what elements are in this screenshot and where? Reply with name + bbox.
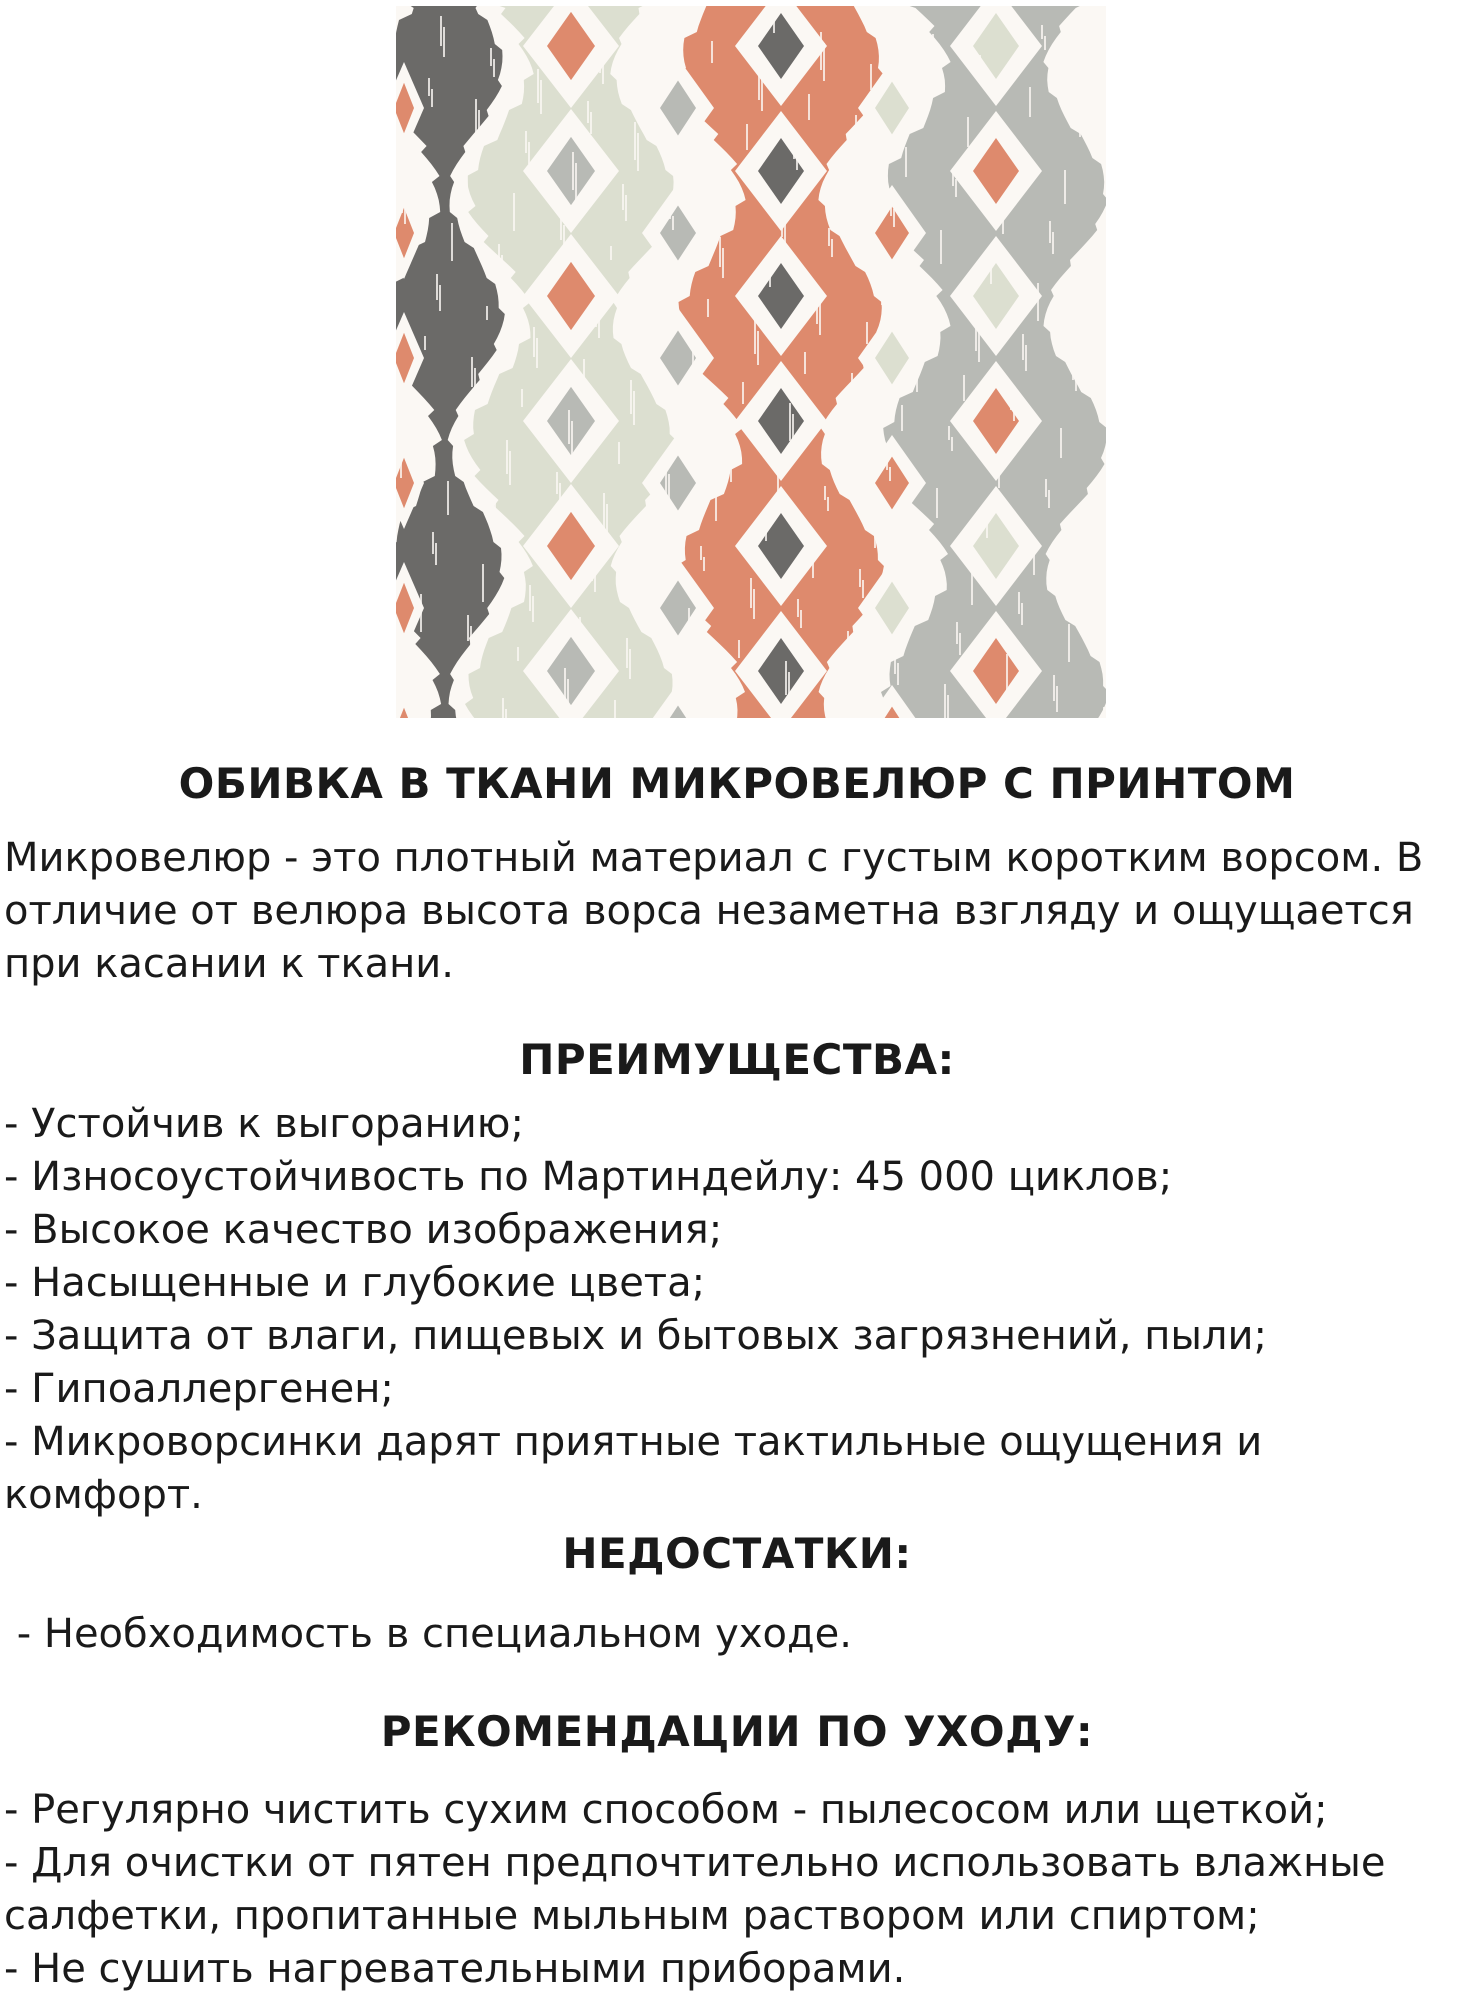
pattern-streak (746, 124, 748, 150)
pattern-streak (409, 387, 411, 417)
pattern-streak (956, 622, 958, 644)
pattern-streak (1079, 119, 1081, 137)
pattern-streak (656, 536, 658, 562)
pattern-streak (940, 230, 942, 264)
pattern-streak (665, 463, 667, 501)
pattern-streak (765, 527, 767, 541)
pattern-streak (726, 702, 728, 718)
pattern-streak (738, 640, 740, 658)
pattern-streak (773, 11, 775, 33)
pattern-streak (428, 78, 430, 96)
pattern-streak (785, 661, 787, 695)
pattern-streak (695, 361, 697, 395)
pattern-streak (959, 633, 961, 655)
pattern-streak (1022, 334, 1024, 360)
pattern-streak (975, 313, 977, 351)
pattern-streak (894, 652, 896, 674)
pattern-streak (634, 122, 636, 160)
pattern-streak (517, 647, 519, 661)
pattern-streak (1010, 396, 1012, 410)
pattern-streak (859, 569, 861, 587)
pattern-streak (463, 161, 465, 183)
pattern-streak (1053, 675, 1055, 701)
list-item: - Износоустойчивость по Мартиндейлу: 45 000 циклов; (4, 1154, 1173, 1200)
pattern-streak (727, 433, 729, 471)
pattern-streak (917, 85, 919, 99)
pattern-streak (1018, 592, 1020, 614)
pattern-streak (525, 131, 527, 153)
intro-paragraph: Микровелюр - это плотный материал с густым коротким ворсом. В отличие от велюра высота ворса незаметна взгляду и ощущается при касании к ткани. (4, 835, 1424, 987)
pattern-streak (1064, 170, 1066, 204)
pattern-streak (824, 486, 826, 500)
pattern-streak (715, 495, 717, 521)
pattern-streak (506, 440, 508, 474)
pattern-streak (944, 684, 946, 718)
pattern-streak (1049, 221, 1051, 243)
pattern-streak (405, 645, 407, 671)
care-heading: РЕКОМЕНДАЦИИ ПО УХОДУ: (380, 1707, 1094, 1756)
pattern-streak (909, 601, 911, 635)
pattern-streak (758, 62, 760, 100)
pattern-streak (874, 518, 876, 548)
pattern-streak (839, 435, 841, 461)
pattern-streak (1025, 345, 1027, 371)
pattern-streak (963, 375, 965, 401)
pattern-streak (610, 246, 612, 260)
disadvantages-list (4, 1608, 1472, 1661)
pattern-streak (1060, 428, 1062, 458)
pattern-streak (696, 92, 698, 130)
pattern-streak (1080, 562, 1082, 584)
pattern-streak (788, 672, 790, 706)
pattern-streak (925, 281, 927, 303)
pattern-streak (668, 474, 670, 512)
pattern-streak (750, 578, 752, 608)
pattern-streak (987, 251, 989, 273)
pattern-streak (901, 405, 903, 431)
pattern-streak (595, 297, 597, 327)
pattern-streak (471, 357, 473, 387)
pattern-streak (1048, 490, 1050, 508)
pattern-streak (494, 502, 496, 524)
pattern-streak (792, 414, 794, 452)
pattern-streak (1075, 377, 1077, 391)
pattern-streak (540, 80, 542, 114)
pattern-streak (459, 419, 461, 437)
pattern-streak (408, 656, 410, 682)
pattern-streak (1083, 573, 1085, 595)
pattern-streak (692, 350, 694, 384)
pattern-streak (936, 488, 938, 518)
pattern-streak (680, 412, 682, 434)
pattern-streak (835, 693, 837, 715)
pattern-streak (552, 18, 554, 36)
pattern-streak (1033, 541, 1035, 575)
pattern-streak (533, 327, 535, 357)
fabric-pattern-swatch (396, 6, 1106, 718)
pattern-streak (435, 543, 437, 565)
pattern-streak (711, 41, 713, 63)
pattern-streak (722, 248, 724, 278)
disadvantages-heading: НЕДОСТАТКИ: (562, 1529, 912, 1578)
pattern-streak (890, 198, 892, 216)
list-item: - Регулярно чистить сухим способом - пылесосом или щеткой; (4, 1787, 1328, 1833)
pattern-streak (672, 216, 674, 230)
pattern-streak (486, 306, 488, 320)
pattern-streak (443, 27, 445, 57)
pattern-streak (432, 532, 434, 554)
pattern-streak (424, 336, 426, 350)
pattern-streak (753, 589, 755, 619)
pattern-streak (630, 380, 632, 414)
pattern-streak (769, 269, 771, 287)
pattern-streak (629, 649, 631, 679)
pattern-streak (978, 324, 980, 362)
pattern-streak (691, 619, 693, 649)
pattern-streak (568, 410, 570, 444)
pattern-streak (641, 587, 643, 601)
pattern-streak (994, 716, 996, 718)
pattern-streak (560, 214, 562, 240)
pattern-streak (412, 398, 414, 428)
pattern-streak (886, 456, 888, 470)
pattern-streak (955, 179, 957, 197)
pattern-streak (1088, 46, 1090, 76)
pattern-streak (664, 20, 666, 54)
advantages-list (4, 1098, 1472, 1522)
pattern-streak (777, 465, 779, 491)
pattern-streak (820, 32, 822, 70)
pattern-streak (626, 638, 628, 668)
pattern-streak (579, 617, 581, 631)
pattern-streak (498, 244, 500, 270)
list-item: - Гипоаллергенен; (4, 1366, 394, 1412)
pattern-streak (529, 585, 531, 611)
pattern-streak (625, 195, 627, 221)
pattern-streak (497, 513, 499, 535)
pattern-streak (967, 117, 969, 147)
pattern-streak (614, 700, 616, 718)
pattern-streak (921, 539, 923, 557)
pattern-streak (1021, 603, 1023, 625)
pattern-streak (564, 668, 566, 698)
pattern-streak (847, 631, 849, 665)
pattern-streak (536, 338, 538, 368)
pattern-streak (687, 165, 689, 191)
pattern-streak (928, 292, 930, 314)
pattern-streak (932, 34, 934, 60)
pattern-streak (537, 69, 539, 103)
pattern-streak (827, 497, 829, 511)
pattern-streak (1045, 479, 1047, 497)
pattern-streak (572, 152, 574, 190)
pattern-streak (420, 594, 422, 632)
pattern-streak (669, 205, 671, 219)
pattern-streak (645, 329, 647, 347)
pattern-streak (401, 191, 403, 213)
pattern-streak (781, 207, 783, 237)
pattern-streak (637, 133, 639, 171)
pattern-streak (850, 642, 852, 676)
pattern-streak (559, 483, 561, 505)
pattern-streak (816, 290, 818, 324)
pattern-streak (913, 343, 915, 381)
pattern-streak (502, 698, 504, 718)
pattern-streak (1052, 232, 1054, 254)
pattern-streak (1084, 304, 1086, 330)
pattern-streak (583, 359, 585, 377)
pattern-streak (1072, 366, 1074, 380)
pattern-streak (618, 442, 620, 464)
pattern-streak (700, 546, 702, 560)
pattern-streak (983, 509, 985, 527)
pattern-streak (1103, 707, 1105, 718)
pattern-streak (885, 13, 887, 51)
pattern-streak (509, 451, 511, 485)
pattern-streak (742, 382, 744, 404)
pattern-streak (1091, 57, 1093, 87)
pattern-streak (979, 55, 981, 69)
pattern-streak (948, 426, 950, 440)
pattern-streak (905, 147, 907, 177)
pattern-streak (723, 691, 725, 718)
pattern-streak (808, 94, 810, 120)
pattern-streak (462, 430, 464, 448)
pattern-streak (400, 460, 402, 478)
pattern-streak (793, 145, 795, 159)
pattern-streak (870, 64, 872, 90)
pattern-streak (598, 308, 600, 338)
list-item: - Высокое качество изображения; (4, 1207, 723, 1253)
page-title: ОБИВКА В ТКАНИ МИКРОВЕЛЮР С ПРИНТОМ (178, 759, 1296, 808)
pattern-streak (544, 534, 546, 572)
pattern-streak (924, 550, 926, 568)
pattern-streak (397, 449, 399, 467)
pattern-streak (603, 493, 605, 531)
pattern-streak (893, 209, 895, 227)
pattern-streak (676, 670, 678, 688)
pattern-streak (982, 66, 984, 80)
list-item: - Защита от влаги, пищевых и бытовых загрязнений, пыли; (4, 1313, 1267, 1359)
pattern-streak (828, 228, 830, 246)
pattern-streak (431, 89, 433, 107)
pattern-streak (897, 663, 899, 685)
pattern-streak (882, 714, 884, 718)
pattern-streak (657, 267, 659, 297)
pattern-streak (1002, 200, 1004, 234)
pattern-streak (800, 610, 802, 628)
pattern-streak (831, 239, 833, 257)
pattern-streak (478, 110, 480, 144)
pattern-streak (440, 16, 442, 46)
pattern-streak (731, 175, 733, 189)
pattern-streak (754, 320, 756, 354)
pattern-streak (1076, 108, 1078, 126)
pattern-streak (1017, 149, 1019, 167)
pattern-streak (490, 48, 492, 66)
pattern-streak (688, 608, 690, 638)
pattern-streak (1095, 511, 1097, 545)
pattern-streak (719, 237, 721, 267)
pattern-streak (952, 168, 954, 186)
pattern-streak (602, 50, 604, 84)
list-item: - Для очистки от пятен предпочтительно использовать влажные салфетки, пропитанные мыльным раствором или спиртом; (4, 1840, 1399, 1939)
pattern-streak (493, 59, 495, 77)
pattern-streak (653, 525, 655, 551)
pattern-streak (660, 278, 662, 308)
pattern-streak (699, 103, 701, 141)
pattern-streak (920, 96, 922, 110)
pattern-streak (784, 218, 786, 248)
pattern-streak (947, 695, 949, 718)
pattern-streak (823, 43, 825, 81)
pattern-streak (470, 626, 472, 652)
list-item: - Не сушить нагревательными приборами. (4, 1946, 906, 1992)
pattern-streak (971, 571, 973, 605)
list-item: - Устойчив к выгоранию; (4, 1101, 524, 1147)
pattern-streak (797, 599, 799, 617)
pattern-streak (599, 39, 601, 73)
pattern-streak (1056, 686, 1058, 712)
pattern-streak (528, 142, 530, 164)
pattern-streak (1044, 36, 1046, 50)
pattern-streak (404, 202, 406, 224)
pattern-streak (590, 112, 592, 134)
pattern-streak (501, 255, 503, 281)
pattern-streak (684, 154, 686, 180)
pattern-streak (789, 403, 791, 441)
pattern-streak (878, 260, 880, 294)
pattern-streak (505, 709, 507, 718)
pattern-streak (396, 6, 398, 20)
pattern-streak (594, 566, 596, 592)
pattern-streak (439, 285, 441, 311)
pattern-streak (734, 186, 736, 200)
pattern-streak (466, 172, 468, 194)
pattern-streak (1041, 25, 1043, 39)
pattern-streak (513, 193, 515, 231)
pattern-streak (804, 352, 806, 374)
pattern-streak (451, 223, 453, 261)
pattern-streak (998, 458, 1000, 488)
list-item: - Микроворсинки дарят приятные тактильные ощущения и комфорт. (4, 1419, 1275, 1518)
pattern-streak (707, 299, 709, 317)
pattern-streak (447, 481, 449, 515)
pattern-streak (575, 163, 577, 201)
pattern-streak (889, 467, 891, 481)
pattern-streak (661, 9, 663, 43)
pattern-streak (475, 99, 477, 133)
pattern-streak (881, 271, 883, 305)
pattern-streak (761, 73, 763, 111)
pattern-streak (854, 384, 856, 422)
pattern-streak (591, 555, 593, 581)
pattern-streak (532, 596, 534, 622)
care-list (4, 1784, 1472, 1996)
pattern-streak (986, 520, 988, 538)
pattern-streak (991, 705, 993, 718)
pattern-streak (563, 225, 565, 251)
pattern-streak (587, 101, 589, 123)
pattern-streak (1099, 253, 1101, 291)
pattern-streak (633, 391, 635, 425)
pattern-streak (843, 177, 845, 207)
pattern-streak (521, 389, 523, 407)
pattern-streak (556, 472, 558, 494)
pattern-streak (416, 140, 418, 174)
list-item: - Насыщенные и глубокие цвета; (4, 1260, 706, 1306)
pattern-streak (649, 71, 651, 93)
pattern-streak (916, 354, 918, 392)
pattern-streak (762, 516, 764, 530)
pattern-streak (730, 444, 732, 482)
pattern-streak (858, 126, 860, 140)
pattern-streak (474, 368, 476, 398)
pattern-streak (703, 557, 705, 571)
pattern-streak (606, 504, 608, 542)
pattern-streak (622, 184, 624, 210)
pattern-streak (819, 301, 821, 335)
advantages-heading: ПРЕИМУЩЕСТВА: (519, 1035, 955, 1084)
pattern-streak (1087, 315, 1089, 341)
pattern-streak (812, 548, 814, 578)
pattern-streak (990, 262, 992, 284)
pattern-streak (436, 274, 438, 300)
pattern-streak (1006, 654, 1008, 692)
pattern-streak (951, 437, 953, 451)
pattern-streak (548, 276, 550, 290)
pattern-streak (1013, 407, 1015, 421)
pattern-streak (455, 677, 457, 691)
pattern-streak (1014, 138, 1016, 156)
pattern-streak (1037, 283, 1039, 321)
pattern-streak (757, 331, 759, 365)
pattern-streak (851, 373, 853, 411)
pattern-streak (567, 679, 569, 709)
pattern-streak (855, 115, 857, 129)
pattern-streak (1029, 87, 1031, 117)
pattern-streak (862, 580, 864, 598)
pattern-streak (796, 156, 798, 170)
pattern-streak (482, 564, 484, 602)
pattern-streak (571, 421, 573, 455)
pattern-streak (467, 615, 469, 641)
pattern-streak (1068, 624, 1070, 662)
list-item: - Необходимость в специальном уходе. (4, 1611, 852, 1657)
pattern-streak (866, 322, 868, 344)
